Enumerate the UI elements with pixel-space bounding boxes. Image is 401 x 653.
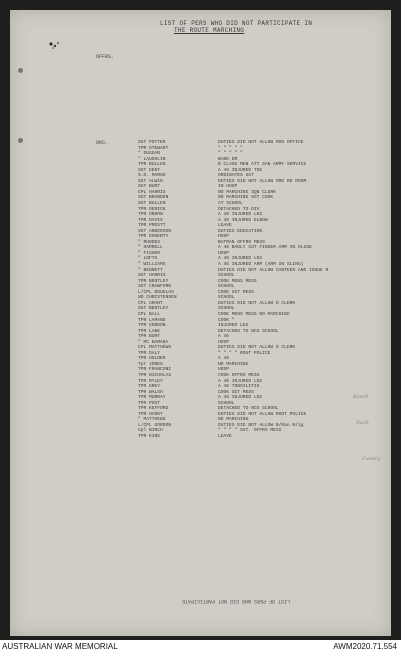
- absence-reason: DUTIES DID NOT ALLOW ROOT POLICE: [218, 411, 307, 417]
- personnel-name: " MC NAMARA: [138, 339, 169, 345]
- absence-reason: A 46 INJURED LEG: [218, 378, 263, 384]
- ors-label: ORS.: [96, 140, 109, 146]
- personnel-name: " HARRELL: [138, 245, 163, 251]
- personnel-name: TPR BENTLEY: [138, 278, 169, 284]
- personnel-name: TPR HARDY: [138, 411, 163, 417]
- personnel-name: TPR LANE: [138, 328, 161, 334]
- personnel-name: TPR PRESTT: [138, 223, 166, 229]
- handwritten-note: Canary: [362, 456, 381, 462]
- personnel-name: SGT CRAWFORD: [138, 284, 172, 290]
- absence-reason: A 46: [218, 334, 230, 340]
- absence-reason: SCHOOL: [218, 273, 235, 279]
- personnel-name: CPL HARRIS: [138, 189, 166, 195]
- personnel-name: SGT ANDERSON: [138, 228, 172, 234]
- watermark-source: AUSTRALIAN WAR MEMORIAL: [2, 642, 118, 651]
- ink-smudge: [48, 40, 62, 50]
- personnel-name: TPR KEFFORD: [138, 406, 169, 412]
- absence-reason: DUTIES DID NOT ALLOW ROO OFFICE: [218, 140, 304, 145]
- absence-reason: DUTIES DID NOT ALLOW O CLERK: [218, 300, 296, 306]
- personnel-name: NO CHRISTENSEN: [138, 295, 177, 301]
- absence-reason: A 46: [218, 356, 230, 362]
- absence-reason: DUTIES DID NOT ALLOW O CLERK: [218, 345, 296, 351]
- absence-reason: INJURED LEG: [218, 323, 249, 329]
- absence-reason: HOSP: [218, 250, 230, 256]
- binder-hole: [18, 68, 23, 73]
- personnel-name: TPR BULLEN: [138, 162, 166, 168]
- absence-reason: COOK ": [218, 317, 235, 323]
- personnel-name: " LOFTS: [138, 256, 158, 262]
- absence-reason: DUTIES EDUCATION: [218, 228, 263, 234]
- personnel-name: TPR WALSH: [138, 389, 163, 395]
- absence-reason: " " " " SGT. OFFRS MESS: [218, 428, 282, 434]
- personnel-name: SGT KENT: [138, 167, 161, 173]
- absence-reason: A 46 INJURED LEG: [218, 256, 263, 262]
- absence-reason: SCHOOL: [218, 284, 235, 290]
- personnel-name: TPR DAVIS: [138, 217, 163, 223]
- personnel-name: TPR GREY: [138, 384, 161, 390]
- watermark-id: AWM2020.71.554: [333, 642, 397, 651]
- absence-reason: COOK OFFRS MESS: [218, 372, 260, 378]
- title-line-2: THE ROUTE MARCHING: [174, 27, 245, 34]
- personnel-name: CPL BALL: [138, 311, 161, 317]
- personnel-name: TPR DERICK: [138, 206, 166, 212]
- absence-reason: AT SCHOOL: [218, 201, 243, 207]
- absence-reason: LEAVE: [218, 433, 232, 439]
- personnel-name: TPR MURRAY: [138, 395, 166, 401]
- personnel-name: " BENNETT: [138, 267, 163, 273]
- absence-reason: DUTIES DID NOT ALLOW B/Man Brig: [218, 422, 304, 428]
- absence-reason: A 46 BADLY CUT FINGER ARM IN SLING: [218, 245, 312, 251]
- absence-reason: BAND DR: [218, 156, 238, 162]
- personnel-name: CPL GRANT: [138, 300, 163, 306]
- absence-reason: " " " " ": [218, 145, 243, 151]
- personnel-name: TPR DOHERTY: [138, 234, 169, 240]
- personnel-name: SGT POTTER: [138, 140, 166, 145]
- handwritten-note: Duck: [356, 420, 370, 426]
- absence-reason: NO MARCHING SQN CLERK: [218, 189, 276, 195]
- personnel-name: TPR POST: [138, 400, 161, 406]
- personnel-name: SGT BRANDON: [138, 195, 169, 201]
- absence-reason: A 46 INJURED TOE: [218, 167, 263, 173]
- personnel-name: TPR BURT: [138, 334, 161, 340]
- watermark-bar: [0, 640, 401, 653]
- personnel-name: TPR FRANCONI: [138, 367, 172, 373]
- absence-reason: A 46 TONSILITIS: [218, 384, 260, 390]
- personnel-name: " WILLIAMS: [138, 262, 166, 268]
- personnel-name: TPR NICHOLAS: [138, 372, 172, 378]
- document-title: [160, 20, 350, 34]
- absence-reason: " " " " ROUT POLICE: [218, 350, 271, 356]
- list-row: [138, 434, 388, 440]
- absence-reason: B CLASS MEN ATT SAN ARMY SERVICE: [218, 162, 307, 168]
- absence-reason: A 45 INJURED ELBOW: [218, 217, 268, 223]
- personnel-name: L/CPL GORDON: [138, 422, 172, 428]
- absence-reason: " " " " ": [218, 151, 243, 157]
- absence-reason: COOK SGT MESS: [218, 389, 254, 395]
- absence-reason: DETACHED TO NCO SCHOOL: [218, 406, 279, 412]
- absence-reason: SCHOOL: [218, 295, 235, 301]
- personnel-name: " RHODES: [138, 239, 161, 245]
- personnel-name: L/CPL DOUGLAS: [138, 289, 174, 295]
- absence-reason: HOSP: [218, 234, 230, 240]
- absence-reason: SCHOOL: [218, 306, 235, 312]
- absence-reason: HOSP: [218, 339, 230, 345]
- absence-reason: NO MARCHING: [218, 361, 249, 367]
- personnel-name: SGT HARRIS: [138, 273, 166, 279]
- document-page: [10, 10, 391, 636]
- personnel-name: TPR STEWART: [138, 145, 169, 151]
- personnel-name: " DUGGAN: [138, 151, 161, 157]
- title-line-1: LIST OF PERS WHO DID NOT PARTICIPATE IN: [160, 20, 313, 27]
- absence-reason: LEAVE: [218, 223, 232, 229]
- absence-reason: COOK SGT MESS: [218, 289, 254, 295]
- absence-reason: A 46 INJURED LEG: [218, 395, 263, 401]
- personnel-list: [138, 140, 388, 440]
- absence-reason: BATMAN OFFRS MESS: [218, 239, 265, 245]
- absence-reason: HOSP: [218, 367, 230, 373]
- absence-reason: SCHOOL: [218, 400, 235, 406]
- personnel-name: " FISHER: [138, 250, 161, 256]
- reversed-footer-text: LIST OF PERS WHO DID NOT PARTICIPATE: [181, 598, 290, 604]
- absence-reason: NO MARCHING SGT COOK: [218, 195, 274, 201]
- personnel-name: CPL MATTHEWS: [138, 345, 172, 351]
- absence-reason: COOK MENS MESS NO MARCHING: [218, 311, 290, 317]
- absence-reason: DUTIES DID NOT ALLOW CANTEEN AND ISSUE R: [218, 267, 329, 273]
- absence-reason: A 46 INJURED LEG: [218, 212, 263, 218]
- personnel-name: SGT BENTLEY: [138, 306, 169, 312]
- absence-reason: NO MARCHING: [218, 417, 249, 423]
- personnel-name: TPR KING: [138, 433, 161, 439]
- personnel-name: TPR RYLEY: [138, 378, 163, 384]
- absence-reason: DUTIES DID NOT ALLOW ORD RD ROOM: [218, 178, 307, 184]
- personnel-name: TPR GORDON: [138, 323, 166, 329]
- personnel-name: TPR LAMAND: [138, 317, 166, 323]
- absence-reason: A 46 INJURED ARM (ARM IN SLING): [218, 262, 304, 268]
- personnel-name: TPR OBORN: [138, 212, 163, 218]
- absence-reason: IN HOSP: [218, 184, 238, 190]
- absence-reason: COOK MENS MESS: [218, 278, 257, 284]
- binder-hole: [18, 138, 23, 143]
- personnel-name: SGT ALWIN: [138, 178, 163, 184]
- personnel-name: S.O. MARSH: [138, 173, 166, 179]
- personnel-name: " LAUGHLIN: [138, 156, 166, 162]
- absence-reason: DETACHED TO DIV: [218, 206, 260, 212]
- handwritten-note: Board: [353, 394, 369, 400]
- absence-reason: ORDINATES SGT: [218, 173, 254, 179]
- personnel-name: Tpr JONES: [138, 361, 163, 367]
- personnel-name: TPR HOLDER: [138, 356, 166, 362]
- absence-reason: DETACHED TO NCO SCHOOL: [218, 328, 279, 334]
- offrs-label: OFFRS.: [96, 54, 115, 60]
- personnel-name: SGT BULLEN: [138, 201, 166, 207]
- personnel-name: " MATTHEWS: [138, 417, 166, 423]
- personnel-name: Cpl BIRCH: [138, 428, 163, 434]
- personnel-name: SGT BURT: [138, 184, 161, 190]
- personnel-name: TPR DALY: [138, 350, 161, 356]
